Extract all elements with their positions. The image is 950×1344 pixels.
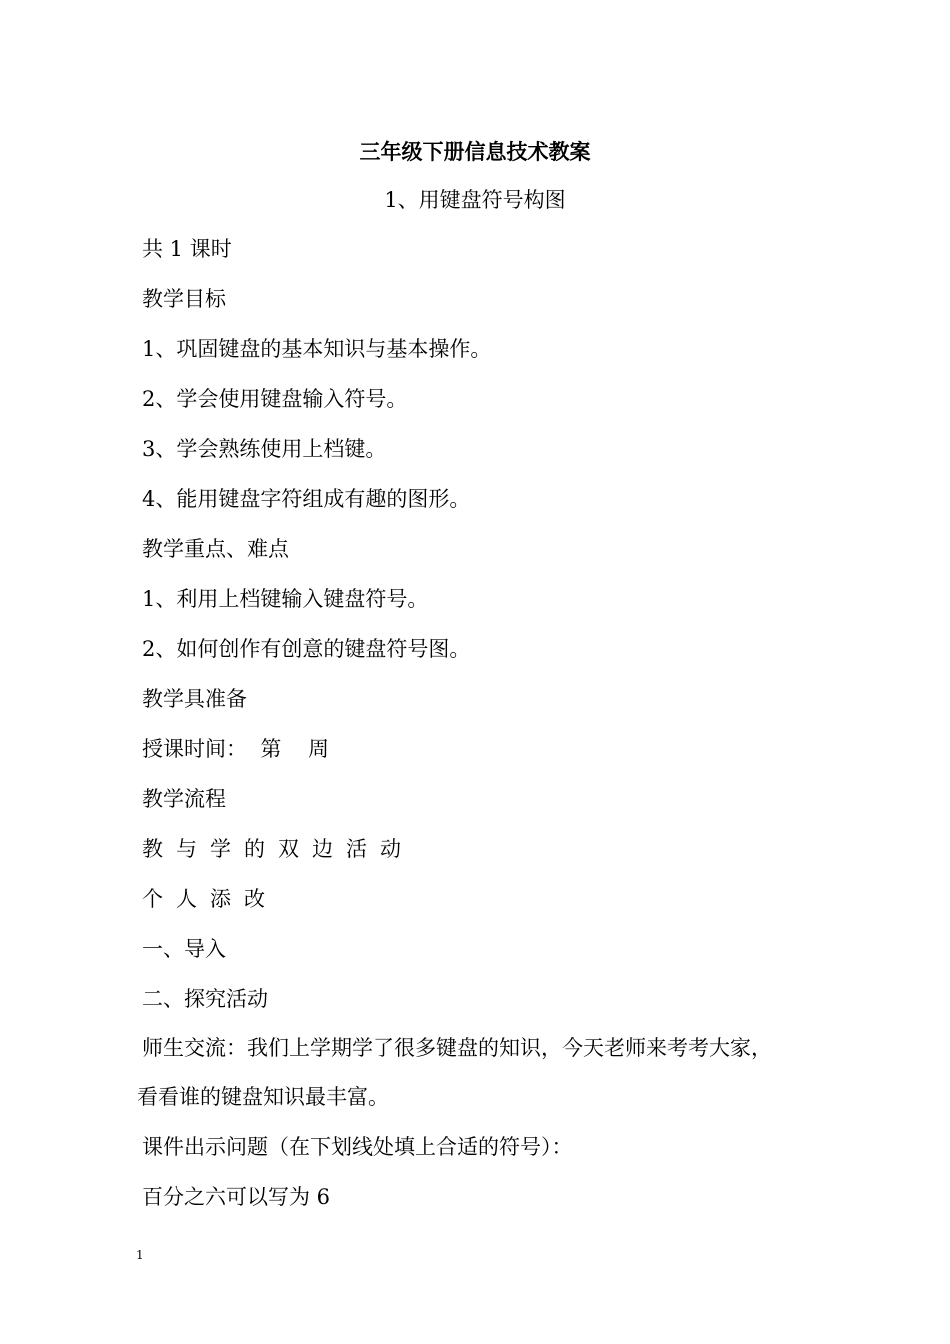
question-item-1: 百分之六可以写为 6 (142, 1185, 331, 1209)
section-heading-materials: 教学具准备 (142, 687, 247, 711)
section-heading-goals: 教学目标 (142, 287, 226, 311)
goal-item-2: 2、学会使用键盘输入符号。 (142, 387, 408, 411)
class-hours: 共 1 课时 (142, 237, 232, 261)
goal-item-3: 3、学会熟练使用上档键。 (142, 437, 387, 461)
activity-column-header: 教与学的双边活动 (142, 837, 414, 861)
document-title: 三年级下册信息技术教案 (359, 139, 591, 164)
step-introduction: 一、导入 (142, 937, 226, 961)
key-point-item-1: 1、利用上档键输入键盘符号。 (142, 587, 429, 611)
teaching-time: 授课时间： 第 周 (142, 737, 330, 761)
lesson-title: 1、用键盘符号构图 (384, 188, 566, 212)
key-point-item-2: 2、如何创作有创意的键盘符号图。 (142, 637, 471, 661)
revision-column-header: 个人添改 (142, 887, 278, 911)
question-prompt: 课件出示问题（在下划线处填上合适的符号）： (142, 1135, 573, 1159)
page-number: 1 (136, 1248, 144, 1262)
goal-item-4: 4、能用键盘字符组成有趣的图形。 (142, 487, 471, 511)
section-heading-process: 教学流程 (142, 787, 226, 811)
step-exploration: 二、探究活动 (142, 987, 268, 1011)
goal-item-1: 1、巩固键盘的基本知识与基本操作。 (142, 337, 492, 361)
section-heading-key-points: 教学重点、难点 (142, 537, 289, 561)
paragraph-line-2: 看看谁的键盘知识最丰富。 (137, 1085, 389, 1109)
paragraph-line-1: 师生交流：我们上学期学了很多键盘的知识，今天老师来考考大家， (142, 1036, 772, 1060)
